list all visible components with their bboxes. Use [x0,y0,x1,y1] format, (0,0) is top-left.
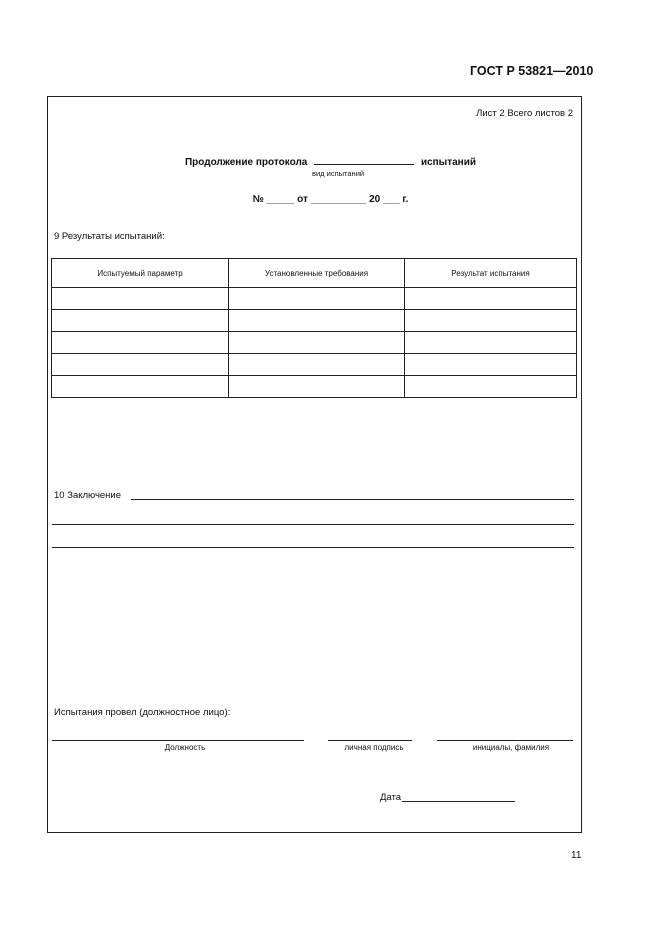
table-header-row [52,259,577,288]
name-caption: инициалы, фамилия [472,743,550,752]
conclusion-line[interactable] [52,547,574,548]
table-cell[interactable] [229,354,405,376]
column-header: Установленные требования [229,259,405,288]
table-cell[interactable] [229,332,405,354]
date-line[interactable] [402,801,515,802]
table-cell[interactable] [405,332,577,354]
section-9-title: 9 Результаты испытаний: [54,231,165,242]
column-header: Испытуемый параметр [52,259,229,288]
test-type-caption: вид испытаний [312,169,365,178]
conclusion-line[interactable] [52,524,574,525]
table-row [52,288,577,310]
name-line[interactable] [437,740,573,741]
form-frame [47,96,582,833]
protocol-number-line: № _____ от __________ 20 ___ г. [252,194,409,205]
signature-line[interactable] [328,740,412,741]
column-header: Результат испытания [405,259,577,288]
position-caption: Должность [164,743,206,752]
table-cell[interactable] [52,376,229,398]
table-cell[interactable] [229,310,405,332]
table-cell[interactable] [405,376,577,398]
conducted-by-label: Испытания провел (должностное лицо): [54,707,231,718]
table-row [52,332,577,354]
table-row [52,354,577,376]
document-code: ГОСТ Р 53821—2010 [470,64,594,78]
signature-caption: личная подпись [344,743,404,752]
table-cell[interactable] [405,354,577,376]
table-cell[interactable] [52,354,229,376]
results-table [51,258,577,398]
table-cell[interactable] [229,376,405,398]
table-cell[interactable] [229,288,405,310]
table-row [52,376,577,398]
sheet-info: Лист 2 Всего листов 2 [476,108,573,119]
table-cell[interactable] [52,310,229,332]
date-label: Дата [380,792,402,803]
page-number: 11 [571,850,582,861]
section-10-title: 10 Заключение [54,490,122,501]
table-cell[interactable] [52,288,229,310]
protocol-heading [0,156,661,168]
conclusion-line[interactable] [131,499,574,500]
table-cell[interactable] [405,310,577,332]
heading-prefix: Продолжение протокола [184,157,308,168]
test-type-blank[interactable] [314,156,414,165]
position-line[interactable] [52,740,304,741]
table-cell[interactable] [52,332,229,354]
table-cell[interactable] [405,288,577,310]
table-row [52,310,577,332]
heading-suffix: испытаний [420,157,477,168]
